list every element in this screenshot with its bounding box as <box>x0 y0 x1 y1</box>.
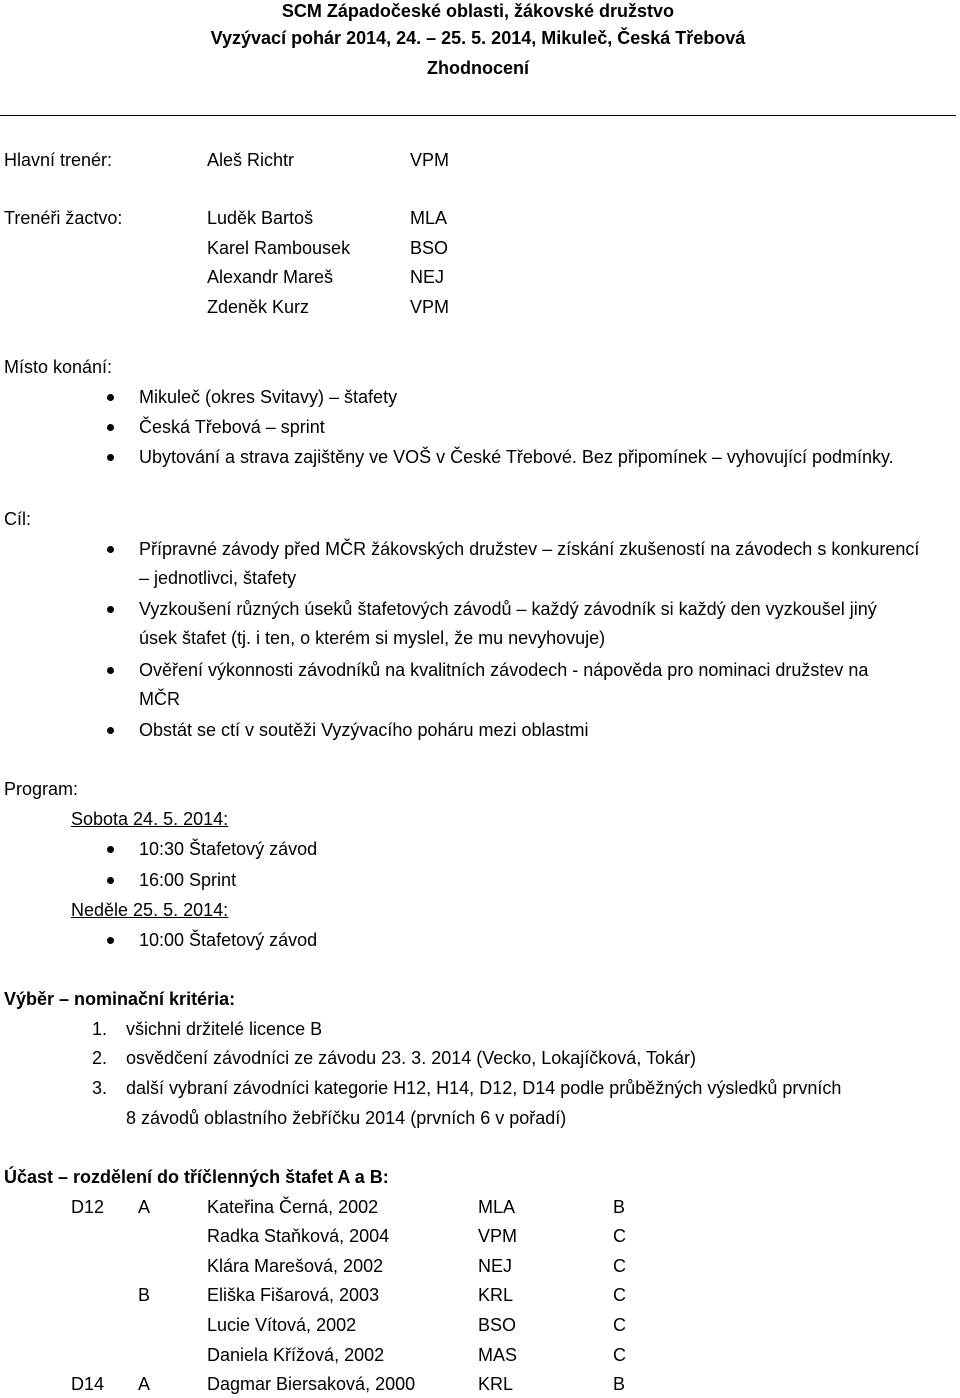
bullet-icon <box>107 546 114 553</box>
program-day-sunday: Neděle 25. 5. 2014: <box>71 900 229 920</box>
program-item: 10:30 Štafetový závod <box>139 839 318 859</box>
venue-item: Ubytování a strava zajištěny ve VOŠ v České Třebové. Bez připomínek – vyhovující podmínky. <box>139 447 894 467</box>
head-coach-name: Aleš Richtr <box>207 150 295 170</box>
relay-runner-licence: C <box>613 1315 626 1335</box>
program-label: Program: <box>4 779 79 799</box>
document-title: SCM Západočeské oblasti, žákovské družstvo <box>281 1 675 21</box>
bullet-icon <box>107 877 114 884</box>
youth-coach-club: MLA <box>410 208 448 228</box>
youth-coach-name: Zdeněk Kurz <box>207 297 310 317</box>
selection-label: Výběr – nominační kritéria: <box>4 989 236 1009</box>
goal-item-line: – jednotlivci, štafety <box>139 568 297 588</box>
relay-runner-name: Radka Staňková, 2004 <box>207 1226 390 1246</box>
relay-category: D14 <box>71 1374 105 1394</box>
program-item: 16:00 Sprint <box>139 870 237 890</box>
relay-runner-name: Eliška Fišarová, 2003 <box>207 1285 380 1305</box>
program-day-saturday: Sobota 24. 5. 2014: <box>71 809 229 829</box>
bullet-icon <box>107 727 114 734</box>
bullet-icon <box>107 606 114 613</box>
youth-coach-name: Alexandr Mareš <box>207 267 334 287</box>
youth-coach-club: BSO <box>410 238 449 258</box>
relay-runner-name: Daniela Křížová, 2002 <box>207 1345 385 1365</box>
selection-number: 1. <box>92 1019 108 1039</box>
selection-item-line: 8 závodů oblastního žebříčku 2014 (prvních 6 v pořadí) <box>126 1108 567 1128</box>
relay-runner-licence: C <box>613 1345 626 1365</box>
relay-team: A <box>138 1197 151 1217</box>
relay-runner-name: Dagmar Biersaková, 2000 <box>207 1374 416 1394</box>
relay-runner-club: MLA <box>478 1197 516 1217</box>
relay-runner-name: Kateřina Černá, 2002 <box>207 1197 379 1217</box>
goal-item-line: MČR <box>139 689 180 709</box>
youth-coach-club: VPM <box>410 297 450 317</box>
relay-runner-licence: B <box>613 1374 626 1394</box>
relay-runner-club: BSO <box>478 1315 517 1335</box>
relay-runner-name: Klára Marešová, 2002 <box>207 1256 384 1276</box>
youth-coach-name: Karel Rambousek <box>207 238 351 258</box>
head-coach-club: VPM <box>410 150 450 170</box>
bullet-icon <box>107 937 114 944</box>
selection-item-line: osvědčení závodníci ze závodu 23. 3. 2014 (Vecko, Lokajíčková, Tokár) <box>126 1048 697 1068</box>
relay-runner-licence: C <box>613 1285 626 1305</box>
head-coach-label: Hlavní trenér: <box>4 150 113 170</box>
bullet-icon <box>107 424 114 431</box>
document-heading: Zhodnocení <box>427 58 529 78</box>
relay-runner-club: NEJ <box>478 1256 513 1276</box>
relay-runner-club: KRL <box>478 1285 514 1305</box>
document-subtitle: Vyzývací pohár 2014, 24. – 25. 5. 2014, Mikuleč, Česká Třebová <box>210 28 746 48</box>
relay-runner-club: KRL <box>478 1374 514 1394</box>
relays-label: Účast – rozdělení do tříčlenných štafet A a B: <box>4 1167 389 1187</box>
relay-runner-club: MAS <box>478 1345 518 1365</box>
venue-item: Mikuleč (okres Svitavy) – štafety <box>139 387 398 407</box>
youth-coach-name: Luděk Bartoš <box>207 208 314 228</box>
bullet-icon <box>107 667 114 674</box>
goal-item-line: Přípravné závody před MČR žákovských družstev – získání zkušeností na závodech s konkurencí <box>139 539 920 559</box>
bullet-icon <box>107 454 114 461</box>
relay-runner-club: VPM <box>478 1226 518 1246</box>
relay-category: D12 <box>71 1197 105 1217</box>
relay-runner-licence: C <box>613 1256 626 1276</box>
venue-item: Česká Třebová – sprint <box>139 417 325 437</box>
relay-team: A <box>138 1374 151 1394</box>
relay-runner-licence: C <box>613 1226 626 1246</box>
selection-item-line: další vybraní závodníci kategorie H12, H14, D12, D14 podle průběžných výsledků prvních <box>126 1078 842 1098</box>
goal-item-line: úsek štafet (tj. i ten, o kterém si myslel, že mu nevyhovuje) <box>139 628 606 648</box>
goal-item-line: Ověření výkonnosti závodníků na kvalitních závodech - nápověda pro nominaci družstev na <box>139 660 869 680</box>
youth-coach-club: NEJ <box>410 267 445 287</box>
relay-runner-name: Lucie Vítová, 2002 <box>207 1315 357 1335</box>
venue-label: Místo konání: <box>4 357 113 377</box>
relay-runner-licence: B <box>613 1197 626 1217</box>
bullet-icon <box>107 846 114 853</box>
selection-number: 2. <box>92 1048 108 1068</box>
youth-coaches-label: Trenéři žactvo: <box>4 208 123 228</box>
relay-team: B <box>138 1285 151 1305</box>
selection-item-line: všichni držitelé licence B <box>126 1019 323 1039</box>
goal-label: Cíl: <box>4 509 31 529</box>
goal-item-line: Obstát se ctí v soutěži Vyzývacího poháru mezi oblastmi <box>139 720 589 740</box>
bullet-icon <box>107 394 114 401</box>
program-item: 10:00 Štafetový závod <box>139 930 318 950</box>
goal-item-line: Vyzkoušení různých úseků štafetových závodů – každý závodník si každý den vyzkoušel jiný <box>139 599 877 619</box>
selection-number: 3. <box>92 1078 108 1098</box>
header-divider <box>0 115 956 116</box>
